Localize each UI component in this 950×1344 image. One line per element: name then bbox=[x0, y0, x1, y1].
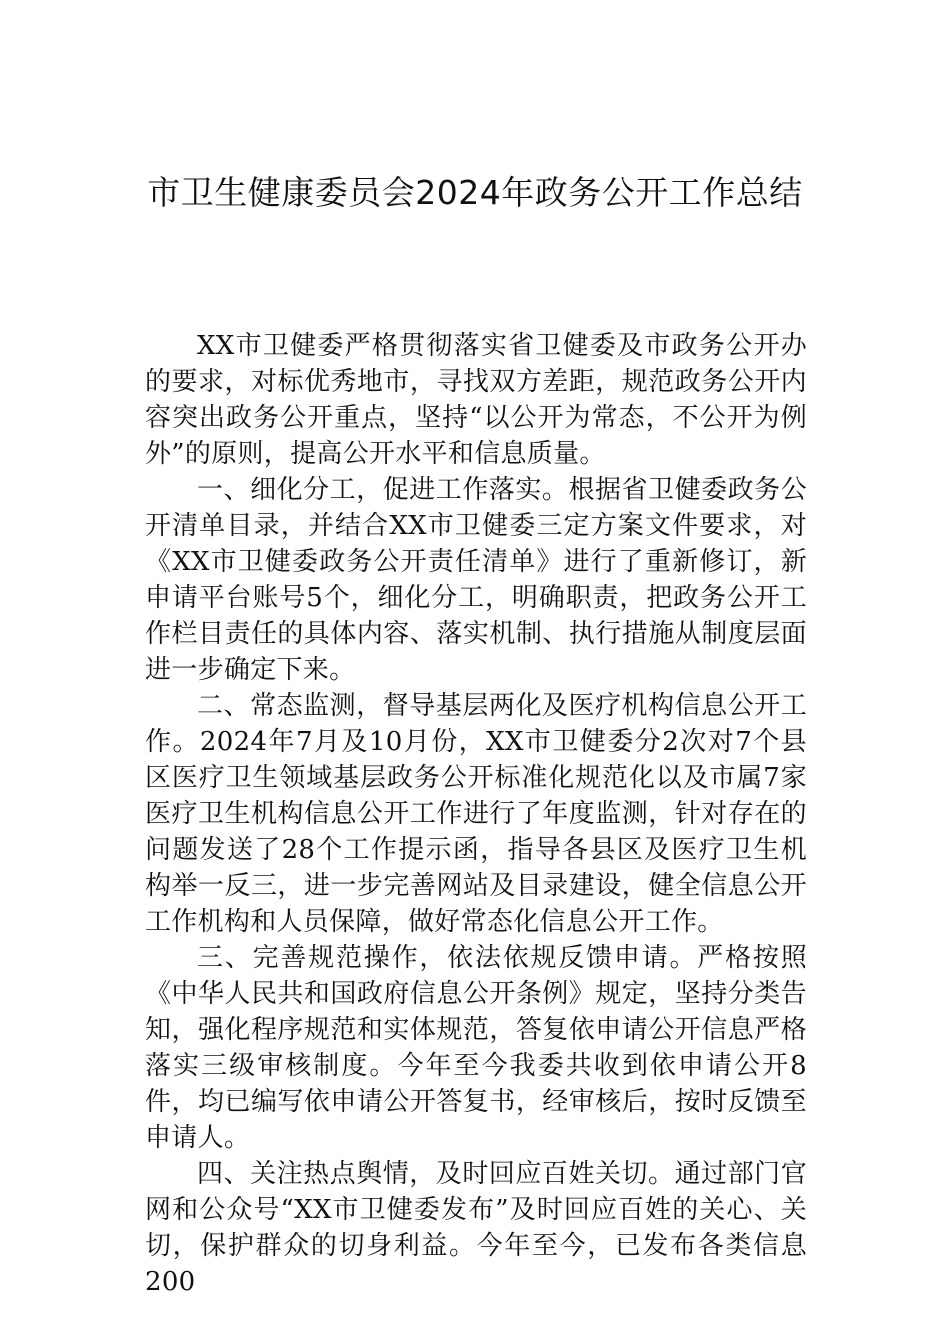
paragraph-section-4: 四、关注热点舆情，及时回应百姓关切。通过部门官网和公众号“XX市卫健委发布”及时回应百姓的关心、关切，保护群众的切身利益。今年至今，已发布各类信息200 bbox=[145, 1159, 807, 1297]
document-title: 市卫生健康委员会2024年政务公开工作总结 bbox=[147, 173, 803, 212]
paragraph-section-3: 三、完善规范操作，依法依规反馈申请。严格按照《中华人民共和国政府信息公开条例》规定，坚持分类告知，强化程序规范和实体规范，答复依申请公开信息严格落实三级审核制度。今年至今我委共收到依申请公开8件，均已编写依申请公开答复书，经审核后，按时反馈至申请人。 bbox=[145, 943, 807, 1153]
document-body bbox=[145, 328, 807, 1300]
paragraph-intro: XX市卫健委严格贯彻落实省卫健委及市政务公开办的要求，对标优秀地市，寻找双方差距，规范政务公开内容突出政务公开重点，坚持“以公开为常态，不公开为例外”的原则，提高公开水平和信息质量。 bbox=[145, 331, 807, 469]
paragraph-section-1: 一、细化分工，促进工作落实。根据省卫健委政务公开清单目录，并结合XX市卫健委三定方案文件要求，对《XX市卫健委政务公开责任清单》进行了重新修订，新申请平台账号5个，细化分工，明确职责，把政务公开工作栏目责任的具体内容、落实机制、执行措施从制度层面进一步确定下来。 bbox=[145, 475, 807, 685]
paragraph-section-2: 二、常态监测，督导基层两化及医疗机构信息公开工作。2024年7月及10月份，XX市卫健委分2次对7个县区医疗卫生领域基层政务公开标准化规范化以及市属7家医疗卫生机构信息公开工作进行了年度监测，针对存在的问题发送了28个工作提示函，指导各县区及医疗卫生机构举一反三，进一步完善网站及目录建设，健全信息公开工作机构和人员保障，做好常态化信息公开工作。 bbox=[145, 691, 807, 937]
